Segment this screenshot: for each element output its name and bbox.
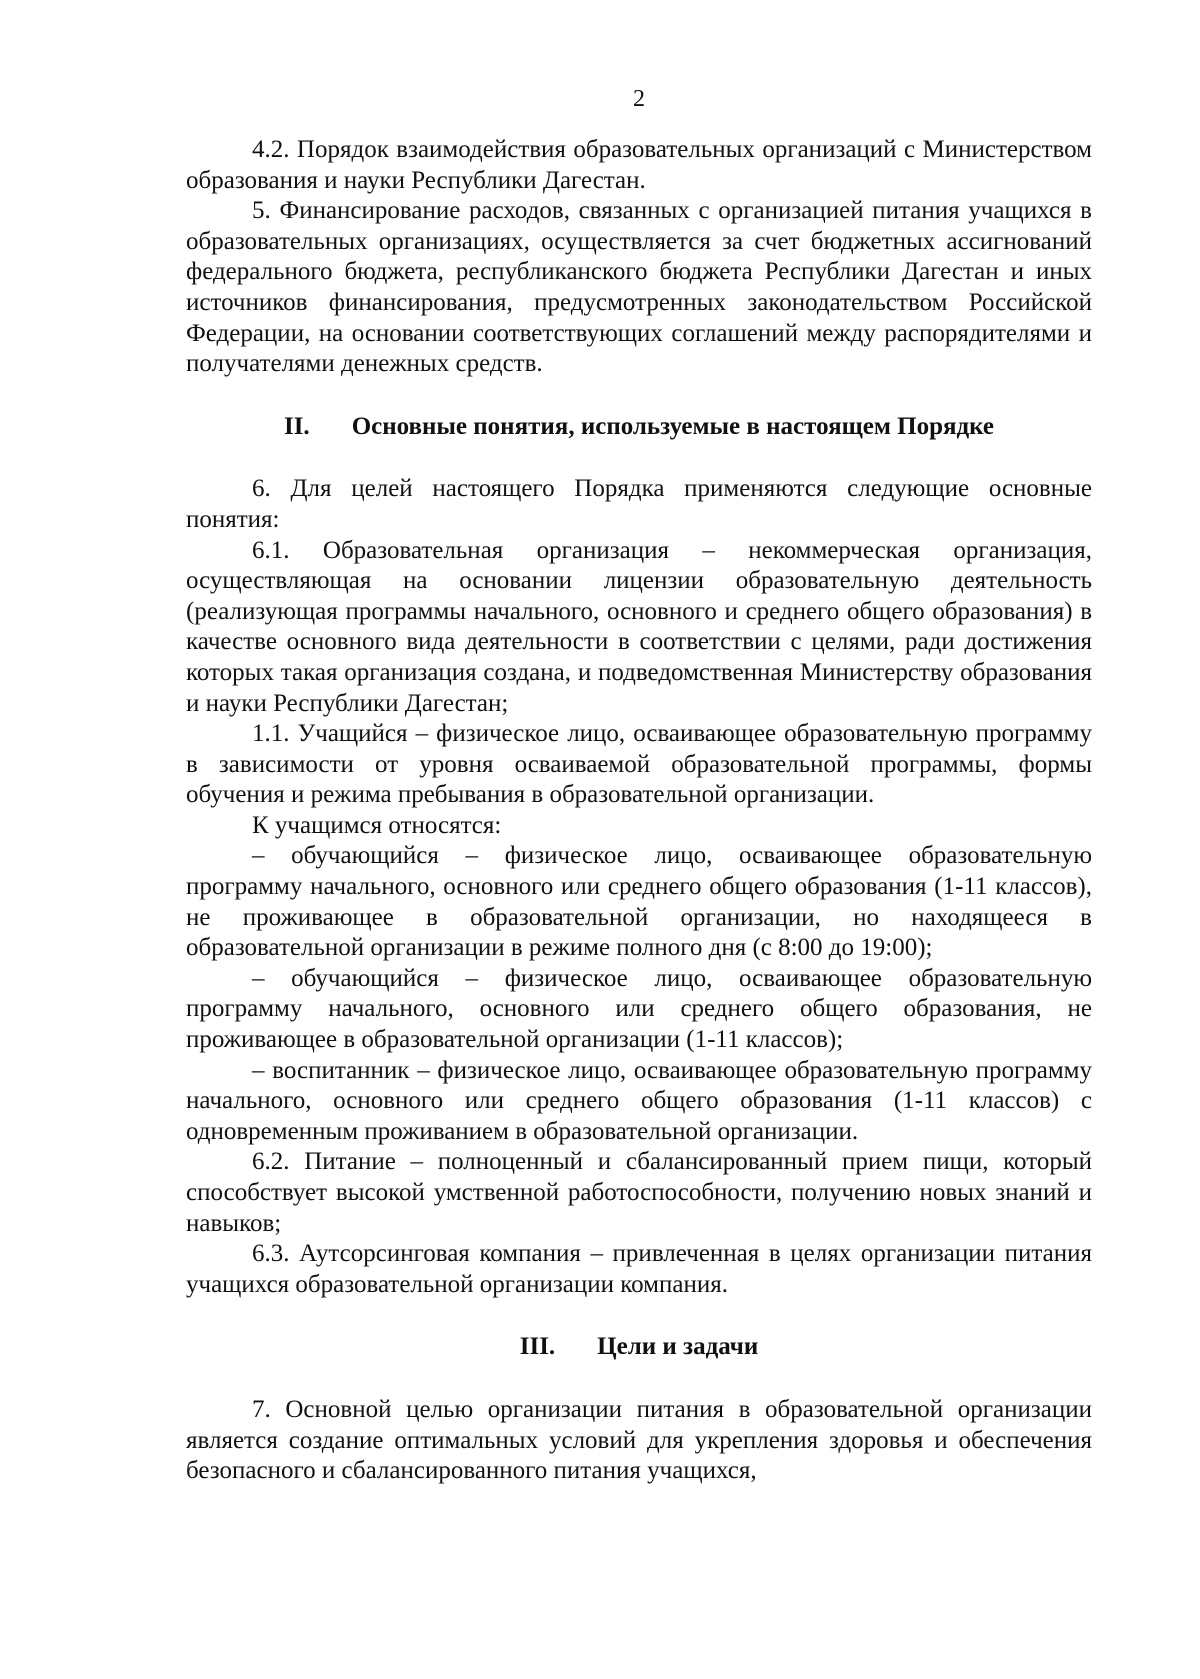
document-body [186, 135, 1092, 1487]
section-number: III. [519, 1333, 556, 1361]
section-title: Основные понятия, используемые в настоящем Порядке [351, 412, 995, 440]
section-title: Цели и задачи [597, 1333, 759, 1361]
paragraph-student-types: К учащимся относятся: [252, 811, 502, 839]
list-item-day-student: – обучающийся – физическое лицо, осваивающее образовательную программу начального, основного или среднего общего образования, не проживающее в образовательной организации (1-11 классов); [186, 964, 1092, 1054]
section-heading-2 [186, 412, 1092, 443]
section-heading-3 [186, 1332, 1092, 1363]
paragraph-6-1: 6.1. Образовательная организация – некоммерческая организация, осуществляющая на основании лицензии образовательную деятельность (реализующая программы начального, основного и среднего общего образования) в качестве основного вида деятельности в соответствии с целями, ради достижения которых такая организация создана, и подведомственная Министерству образования и науки Республики Дагестан; [186, 536, 1092, 717]
paragraph-4-2: 4.2. Порядок взаимодействия образовательных организаций с Министерством образования и науки Республики Дагестан. [186, 136, 1092, 194]
spacer [186, 1300, 1092, 1332]
page-number: 2 [633, 86, 645, 112]
paragraph-6-3: 6.3. Аутсорсинговая компания – привлеченная в целях организации питания учащихся образовательной организации компания. [186, 1240, 1092, 1298]
paragraph-6-2: 6.2. Питание – полноценный и сбалансированный прием пищи, который способствует высокой умственной работоспособности, получению новых знаний и навыков; [186, 1148, 1092, 1237]
spacer [186, 442, 1092, 474]
list-item-full-day-student: – обучающийся – физическое лицо, осваивающее образовательную программу начального, основного или среднего общего образования (1-11 классов), не проживающее в образовательной организации, но находящееся в образовательной организации в режиме полного дня (с 8:00 до 19:00); [186, 842, 1092, 962]
section-number: II. [283, 412, 310, 440]
list-item-boarding-pupil: – воспитанник – физическое лицо, осваивающее образовательную программу начального, основного или среднего общего образования (1-11 классов) с одновременным проживанием в образовательной организации. [186, 1056, 1092, 1145]
paragraph-7: 7. Основной целью организации питания в образовательной организации является создание оптимальных условий для укрепления здоровья и обеспечения безопасного и сбалансированного питания учащихся, [186, 1395, 1092, 1485]
spacer [186, 380, 1092, 412]
paragraph-5: 5. Финансирование расходов, связанных с организацией питания учащихся в образовательных организациях, осуществляется за счет бюджетных ассигнований федерального бюджета, республиканского бюджета Республики Дагестан и иных источников финансирования, предусмотренных законодательством Российской Федерации, на основании соответствующих соглашений между распорядителями и получателями денежных средств. [186, 197, 1092, 378]
paragraph-6: 6. Для целей настоящего Порядка применяются следующие основные понятия: [186, 475, 1092, 533]
spacer [186, 1363, 1092, 1395]
paragraph-1-1: 1.1. Учащийся – физическое лицо, осваивающее образовательную программу в зависимости от уровня осваиваемой образовательной программы, формы обучения и режима пребывания в образовательной организации. [186, 720, 1092, 809]
